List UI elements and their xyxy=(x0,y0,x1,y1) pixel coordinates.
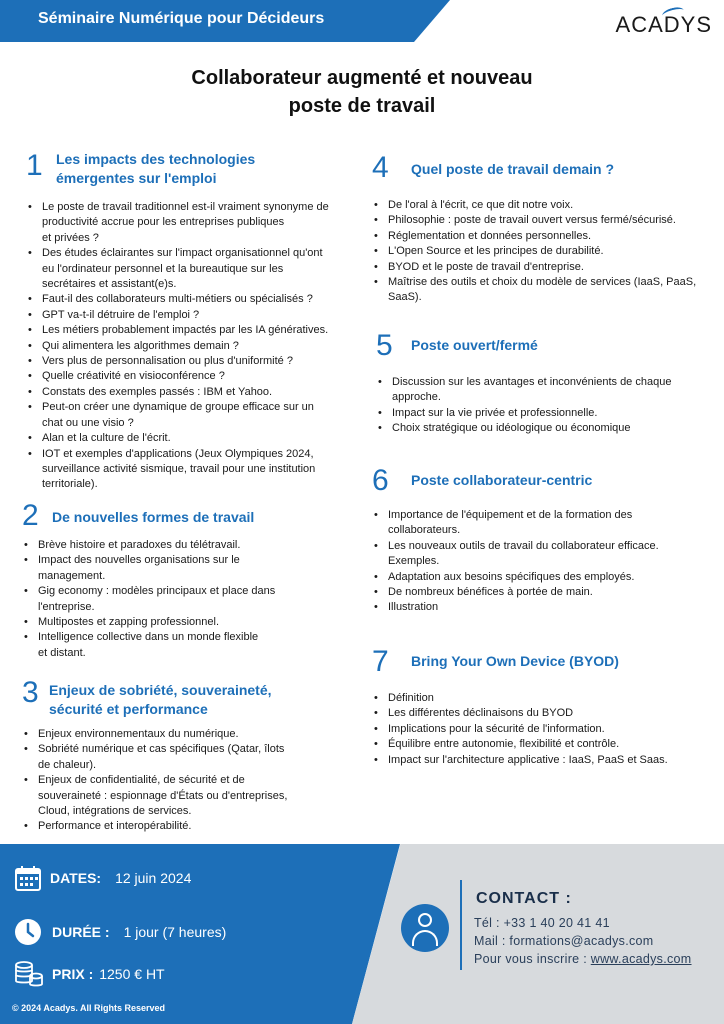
bullet-item-line: • Vers plus de personnalisation ou plus d'uniformité ? xyxy=(42,355,293,368)
page-title-line-1: Collaborateur augmenté et nouveau xyxy=(191,67,533,89)
bullet-item xyxy=(26,200,356,246)
bullet-item xyxy=(372,508,702,539)
bullet-item-line: • Importance de l'équipement et de la formation des xyxy=(388,509,633,521)
contact-tel: Tél : +33 1 40 20 41 41 xyxy=(474,916,610,930)
bullet-item xyxy=(26,431,356,446)
bullet-item-line: • Quelle créativité en visioconférence ? xyxy=(42,370,225,383)
bullet-item xyxy=(372,722,712,737)
bullet-item-line: SaaS). xyxy=(388,291,422,304)
coins-icon xyxy=(14,960,44,988)
section-title xyxy=(52,508,352,527)
section-title xyxy=(49,681,352,719)
section-title-line: sécurité et performance xyxy=(49,701,208,717)
section-title-line: émergentes sur l'emploi xyxy=(56,170,217,186)
bullet-item-line: • Intelligence collective dans un monde flexible xyxy=(38,631,259,644)
bullet-item xyxy=(372,706,712,721)
contact-divider xyxy=(460,880,462,970)
bullet-item xyxy=(26,246,356,292)
bullet-item-line: secrétaires et assistant(e)s. xyxy=(42,278,177,291)
bullet-item-line: • Brève histoire et paradoxes du télétravail. xyxy=(38,539,241,551)
bullet-item-line: collaborateurs. xyxy=(388,524,461,537)
bullet-item-line: • Gig economy : modèles principaux et place dans xyxy=(38,585,276,598)
duree-row xyxy=(14,918,226,946)
bullet-item-line: • Choix stratégique ou idéologique ou économique xyxy=(392,422,631,435)
section-title-line: Bring Your Own Device (BYOD) xyxy=(411,653,619,669)
bullet-item xyxy=(22,819,352,834)
page-title-line-2: poste de travail xyxy=(288,95,436,117)
section-bullet-list xyxy=(22,727,352,835)
bullet-item-line: • GPT va-t-il détruire de l'emploi ? xyxy=(42,308,200,321)
section-title-line: Quel poste de travail demain ? xyxy=(411,161,615,177)
contact-register-label: Pour vous inscrire : xyxy=(474,952,591,966)
bullet-item-line: • Alan et la culture de l'écrit. xyxy=(42,432,171,445)
bullet-item-line: • Performance et interopérabilité. xyxy=(38,820,192,833)
bullet-item-line: de chaleur). xyxy=(38,758,97,771)
bullet-item xyxy=(372,691,712,706)
bullet-item-line: • Impact sur l'architecture applicative : IaaS, PaaS et Saas. xyxy=(388,753,668,766)
bullet-item-line: management. xyxy=(38,569,106,582)
section-title xyxy=(411,652,712,671)
bullet-item xyxy=(22,727,352,742)
bullet-item xyxy=(26,308,356,323)
bullet-item xyxy=(376,406,706,421)
bullet-item-line: Cloud, intégrations de services. xyxy=(38,805,192,818)
bullet-item-line: • Équilibre entre autonomie, flexibilité et contrôle. xyxy=(388,738,620,751)
dates-label: DATES: xyxy=(50,870,102,886)
bullet-item xyxy=(26,339,356,354)
bullet-item xyxy=(372,213,712,228)
bullet-item-line: • Impact des nouvelles organisations sur le xyxy=(38,554,240,567)
bullet-item-line: productivité accrue pour les entreprises publiques xyxy=(42,216,285,229)
bullet-item-line: souveraineté : espionnage d'États ou d'entreprises, xyxy=(38,789,288,802)
bullet-item-line: et privées ? xyxy=(42,231,99,244)
bullet-item-line: • Qui alimentera les algorithmes demain ? xyxy=(42,339,239,352)
bullet-item-line: surveillance activité sismique, travail pour une institution xyxy=(42,462,316,475)
prix-label: PRIX : xyxy=(52,966,94,982)
section-bullet-list xyxy=(376,375,706,437)
bullet-item-line: • Maîtrise des outils et choix du modèle de services (IaaS, PaaS, xyxy=(388,276,697,289)
bullet-item-line: • Enjeux environnementaux du numérique. xyxy=(38,728,239,740)
bullet-item xyxy=(22,553,352,584)
section-title-line: De nouvelles formes de travail xyxy=(52,509,255,525)
bullet-item xyxy=(372,600,702,615)
bullet-item-line: • Les nouveaux outils de travail du collaborateur efficace. xyxy=(388,539,659,552)
bullet-item xyxy=(26,323,356,338)
bullet-item xyxy=(372,229,712,244)
bullet-item-line: et distant. xyxy=(38,646,86,659)
section-bullet-list xyxy=(372,198,712,306)
contact-mail: Mail : formations@acadys.com xyxy=(474,934,654,948)
section-bullet-list xyxy=(372,691,712,768)
section-bullet-list xyxy=(372,508,702,616)
section-title-line: Les impacts des technologies xyxy=(56,151,256,167)
section-number: 5 xyxy=(376,329,393,362)
section-title-line: Enjeux de sobriété, souveraineté, xyxy=(49,682,272,698)
bullet-item xyxy=(372,198,712,213)
bullet-item xyxy=(22,742,352,773)
bullet-item-line: • Implications pour la sécurité de l'information. xyxy=(388,722,605,735)
bullet-item xyxy=(376,421,706,436)
bullet-item xyxy=(26,354,356,369)
bullet-item-line: • De nombreux bénéfices à portée de main. xyxy=(388,586,593,599)
section-title xyxy=(411,471,702,490)
duree-label: DURÉE : xyxy=(52,924,110,940)
section-title-line: Poste collaborateur-centric xyxy=(411,472,593,488)
bullet-item-line: • Enjeux de confidentialité, de sécurité et de xyxy=(38,774,245,787)
bullet-item xyxy=(372,275,712,306)
bullet-item-line: eu l'ordinateur personnel et la bureautique sur les xyxy=(42,262,284,275)
bullet-item-line: approche. xyxy=(392,391,441,404)
bullet-item xyxy=(22,584,352,615)
seminar-label: Séminaire Numérique pour Décideurs xyxy=(38,10,325,27)
bullet-item xyxy=(22,630,352,661)
section-bullet-list xyxy=(22,538,352,661)
bullet-item-line: • Le poste de travail traditionnel est-il vraiment synonyme de xyxy=(42,201,329,213)
bullet-item xyxy=(22,773,352,819)
bullet-item-line: • Philosophie : poste de travail ouvert versus fermé/sécurisé. xyxy=(388,214,676,227)
bullet-item xyxy=(376,375,706,406)
bullet-item xyxy=(22,615,352,630)
section-title-line: Poste ouvert/fermé xyxy=(411,337,538,353)
bullet-item xyxy=(22,538,352,553)
bullet-item-line: • IOT et exemples d'applications (Jeux Olympiques 2024, xyxy=(42,447,314,460)
duree-value: 1 jour (7 heures) xyxy=(123,924,227,940)
dates-row xyxy=(14,864,191,892)
bullet-item xyxy=(26,369,356,384)
bullet-item-line: • Réglementation et données personnelles. xyxy=(388,229,592,242)
section-number: 7 xyxy=(372,645,389,678)
bullet-item-line: • Les métiers probablement impactés par les IA génératives. xyxy=(42,324,329,337)
bullet-item xyxy=(26,292,356,307)
section-number: 6 xyxy=(372,464,389,497)
section-title xyxy=(411,336,706,355)
bullet-item-line: • Définition xyxy=(388,692,434,704)
copyright: © 2024 Acadys. All Rights Reserved xyxy=(12,1003,166,1013)
bullet-item xyxy=(372,260,712,275)
contact-title: CONTACT : xyxy=(476,890,572,907)
bullet-item-line: l'entreprise. xyxy=(38,600,95,613)
bullet-item xyxy=(26,447,356,493)
bullet-item xyxy=(26,385,356,400)
page-title xyxy=(0,64,724,120)
bullet-item-line: • Faut-il des collaborateurs multi-métiers ou spécialisés ? xyxy=(42,293,313,306)
section-number: 2 xyxy=(22,499,39,532)
bullet-item xyxy=(372,570,702,585)
bullet-item-line: territoriale). xyxy=(42,478,98,491)
section-bullet-list xyxy=(26,200,356,493)
bullet-item xyxy=(372,539,702,570)
section-title xyxy=(56,150,356,188)
section-title xyxy=(411,160,712,179)
prix-row xyxy=(14,960,165,988)
bullet-item xyxy=(372,585,702,600)
acadys-logo: ACADYS xyxy=(615,12,712,37)
bullet-item-line: • Adaptation aux besoins spécifiques des employés. xyxy=(388,570,635,583)
bullet-item-line: • Constats des exemples passés : IBM et Yahoo. xyxy=(42,385,273,398)
bullet-item-line: • BYOD et le poste de travail d'entreprise. xyxy=(388,260,584,273)
register-link[interactable]: www.acadys.com xyxy=(590,952,692,966)
bullet-item xyxy=(26,400,356,431)
bullet-item-line: Exemples. xyxy=(388,555,440,568)
bullet-item-line: • Discussion sur les avantages et inconvénients de chaque xyxy=(392,376,672,388)
section-number: 1 xyxy=(26,149,43,182)
clock-icon xyxy=(14,918,42,946)
contact-register xyxy=(474,952,692,966)
bullet-item-line: • Sobriété numérique et cas spécifiques (Qatar, îlots xyxy=(38,743,285,756)
bullet-item xyxy=(372,737,712,752)
bullet-item-line: • Illustration xyxy=(388,601,439,614)
bullet-item-line: • Multipostes et zapping professionnel. xyxy=(38,616,219,629)
bullet-item xyxy=(372,244,712,259)
calendar-icon xyxy=(14,864,42,892)
bullet-item-line: • De l'oral à l'écrit, ce que dit notre voix. xyxy=(388,199,574,211)
bullet-item-line: chat ou une visio ? xyxy=(42,416,134,429)
user-avatar-icon xyxy=(401,904,449,952)
bullet-item-line: • L'Open Source et les principes de durabilité. xyxy=(388,245,604,258)
bullet-item-line: • Peut-on créer une dynamique de groupe efficace sur un xyxy=(42,401,314,414)
bullet-item-line: • Des études éclairantes sur l'impact organisationnel qu'ont xyxy=(42,247,323,260)
section-number: 4 xyxy=(372,151,389,184)
dates-value: 12 juin 2024 xyxy=(115,870,192,886)
bullet-item-line: • Impact sur la vie privée et professionnelle. xyxy=(392,406,598,419)
bullet-item-line: • Les différentes déclinaisons du BYOD xyxy=(388,707,574,720)
prix-value: 1250 € HT xyxy=(99,966,165,982)
section-number: 3 xyxy=(22,676,39,709)
bullet-item xyxy=(372,753,712,768)
